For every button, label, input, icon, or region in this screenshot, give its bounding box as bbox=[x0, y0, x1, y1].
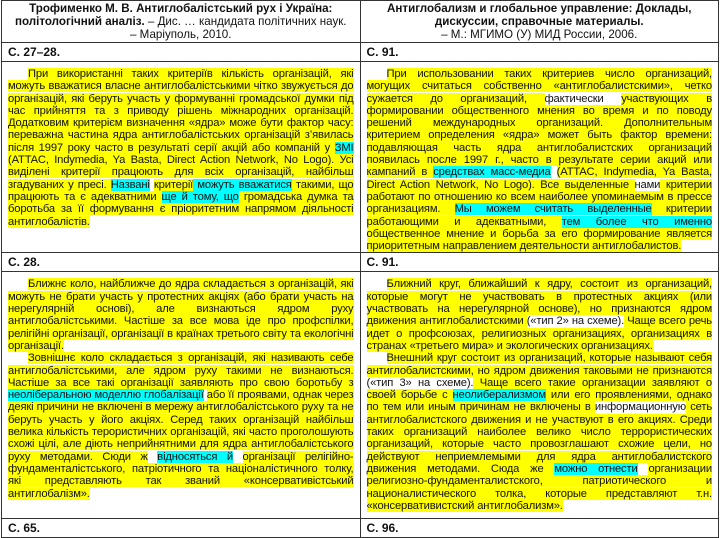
highlighted-text-yellow: или его проявлениями, однако по тем или иным причинам не включены в bbox=[366, 389, 712, 414]
highlighted-text-yellow: При использовании таких критериев число организаций, могущих считаться собственно «антиглобалистскими», четко сужается до организаций, bbox=[366, 68, 712, 105]
highlighted-text-yellow: Ближнє коло, найближче до ядра складається з організацій, які можуть не брати участь у протестних акціях (або брати участь на нерегулярній основі), але визнаються ядром руху антиглобалістськими. Частіше за все мова іде про профспілки, релігійні організації, організації в країнах третього світу та екологічні організації. bbox=[8, 278, 354, 352]
comparison-table bbox=[1, 0, 719, 538]
right-paragraph bbox=[367, 68, 713, 252]
left-source-header bbox=[2, 1, 361, 43]
highlighted-text-yellow: Зовнішнє коло складається з організацій, які називають себе антиглобалістськими, але ядром руху такими не визнаються. Частіше за все такі організації заявляють про свою боротьбу з bbox=[8, 352, 354, 389]
highlighted-text-cyan: ЗМІ bbox=[334, 141, 354, 154]
left-paragraph bbox=[8, 278, 354, 352]
highlighted-text-cyan: ще й тому, що bbox=[161, 190, 239, 203]
highlighted-text-yellow: организации религиозно-фундаменталистского, патриотического и националистического толка, которые представляют т.н. «консервативистский антиглобализм». bbox=[366, 462, 712, 512]
left-paragraph bbox=[8, 352, 354, 500]
right-page-ref: С. 96. bbox=[360, 519, 719, 538]
highlighted-text-yellow: Внешний круг состоит из организаций, которые называют себя антиглобалистскими, но ядром движения таковыми не признаются bbox=[366, 352, 712, 377]
left-text-cell bbox=[2, 272, 361, 519]
left-source-title: Трофименко М. В. Антиглобалістський рух і Україна: політологічний аналіз. bbox=[14, 2, 333, 28]
right-page-ref: С. 91. bbox=[360, 253, 719, 272]
left-page-ref: С. 28. bbox=[2, 253, 361, 272]
highlighted-text-yellow: громадська думка та боротьба за її формування є пріоритетним напрямом діяльності антиглобалістів. bbox=[8, 190, 354, 228]
highlighted-text-cyan: тем более что именно bbox=[561, 215, 712, 228]
right-paragraph bbox=[367, 278, 713, 352]
unhighlighted-text bbox=[551, 166, 557, 178]
highlighted-text-cyan: средствах масс-медиа bbox=[433, 166, 551, 179]
right-source-place: – М.: МГИМО (У) МИД России, 2006. bbox=[441, 28, 638, 41]
left-page-ref: С. 27–28. bbox=[2, 43, 361, 62]
highlighted-text-yellow: (ATTAC, Indymedia, Ya Basta, Direct Action Network, No Logo). Усі виділені критерії працюють для всіх організацій, найбільш згадуваних у пресі. bbox=[8, 154, 354, 191]
unhighlighted-text bbox=[148, 451, 158, 463]
highlighted-text-yellow: критерии работают по отношению ко всем наиболее упоминаемым в прессе организациям. bbox=[366, 178, 712, 216]
highlighted-text-cyan: Названі bbox=[110, 178, 150, 191]
highlighted-text-yellow: організації релігійно-фундаменталістського, патріотичного та націоналістичного толку, які представляють так званий «консервативістський антиглобалізм». bbox=[8, 450, 354, 500]
highlighted-text-yellow: критерии работающими и адекватными, bbox=[366, 203, 712, 228]
left-paragraph bbox=[8, 68, 354, 228]
unhighlighted-text: («тип 2» на схеме). bbox=[526, 315, 625, 328]
highlighted-text-cyan: відносяться й bbox=[157, 450, 233, 463]
highlighted-text-yellow: критерії bbox=[153, 178, 194, 191]
right-source-header bbox=[360, 1, 719, 43]
highlighted-text-yellow: При використанні таких критеріїв кількість організацій, які можуть вважатися власне антиглобалістськими чітко звужується до організацій, які беруть участь у формуванні громадської думки під час прийняття та з приводу рішень міжнародних організацій. Додатковим критерієм визначення «ядра» може бути фактор часу: переважна частина ядра антиглобалістських організацій з’явилась після 1997 року часто в результаті серії акцій або компаній у bbox=[8, 68, 354, 154]
highlighted-text-yellow: такими, що працюють та є адекватними bbox=[8, 178, 354, 203]
left-page-ref: С. 65. bbox=[2, 519, 361, 538]
highlighted-text-yellow: Чаще всего такие организации заявляют о своей борьбе с bbox=[366, 376, 713, 402]
right-text-cell bbox=[360, 272, 719, 519]
highlighted-text-yellow: общественное мнение и борьба за его формирование является приоритетным направлением деятельности антиглобалистов. bbox=[366, 227, 712, 253]
highlighted-text-yellow: або її проявами, однак через деякі причини не включені в мережу антиглобалістського руху та не беруть участь у його акціях. Серед таких організацій найбільш велика кількість терористичних організацій, які часто проголошують схожі цілі, але діють неприйнятними для ядра антиглобалістського руху методами. Сюди ж bbox=[8, 389, 354, 463]
highlighted-text-cyan: можно отнести bbox=[554, 462, 638, 475]
highlighted-text-yellow: Чаще всего речь идет о профсоюзах, религиозных организациях, организациях в странах «третьего мира» и экологических организациях. bbox=[366, 315, 712, 352]
left-text-cell bbox=[2, 62, 361, 253]
left-source-subtitle: – Дис. … кандидата політичних наук. bbox=[144, 15, 347, 28]
unhighlighted-text: («тип 3» на схеме). bbox=[366, 376, 474, 389]
right-text-cell bbox=[360, 62, 719, 253]
highlighted-text-cyan: неоліберальною моделлю глобалізації bbox=[8, 389, 204, 402]
unhighlighted-text bbox=[638, 463, 649, 475]
highlighted-text-yellow: участвующих в формировании общественного мнения во время и по поводу решений международных организаций. Дополнительным критерием определения «ядра» может быть фактор времени: подавляющая часть ядра антиглобалистских организаций появилась после 1997 г., часто в результате серии акций или кампаний в bbox=[366, 92, 712, 179]
unhighlighted-text: фактически bbox=[544, 92, 622, 105]
unhighlighted-text bbox=[233, 451, 243, 463]
right-source-title: Антиглобализм и глобальное управление: Доклады, дискуссии, справочные материалы. bbox=[387, 2, 692, 28]
right-page-ref: С. 91. bbox=[360, 43, 719, 62]
highlighted-text-yellow: сеть антиглобалистского движения и не участвуют в его акциях. Среди таких организаций наиболее велико число террористических организаций, которые часто провозглашают схожие цели, но действуют неприемлемыми для ядра антиглобалистского движения методами. Сюда же bbox=[366, 401, 712, 475]
highlighted-text-yellow: (ATTAC, Indymedia, Ya Basta, Direct Action Network, No Logo). Все выделенные bbox=[366, 166, 712, 191]
right-paragraph bbox=[367, 352, 713, 512]
highlighted-text-yellow: Ближний круг, ближайший к ядру, состоит из организаций, которые могут не участвовать в протестных акциях (или участвовать на нерегулярной основе), но признаются ядром движения антиглобалистскими bbox=[366, 278, 712, 328]
unhighlighted-text: информационную bbox=[594, 401, 686, 414]
highlighted-text-cyan: Мы можем считать выделенные bbox=[454, 203, 652, 216]
left-source-place: – Маріуполь, 2010. bbox=[130, 28, 232, 41]
highlighted-text-cyan: можуть вважатися bbox=[193, 178, 292, 191]
unhighlighted-text: нами bbox=[634, 178, 661, 191]
highlighted-text-cyan: неолиберализмом bbox=[452, 389, 546, 402]
